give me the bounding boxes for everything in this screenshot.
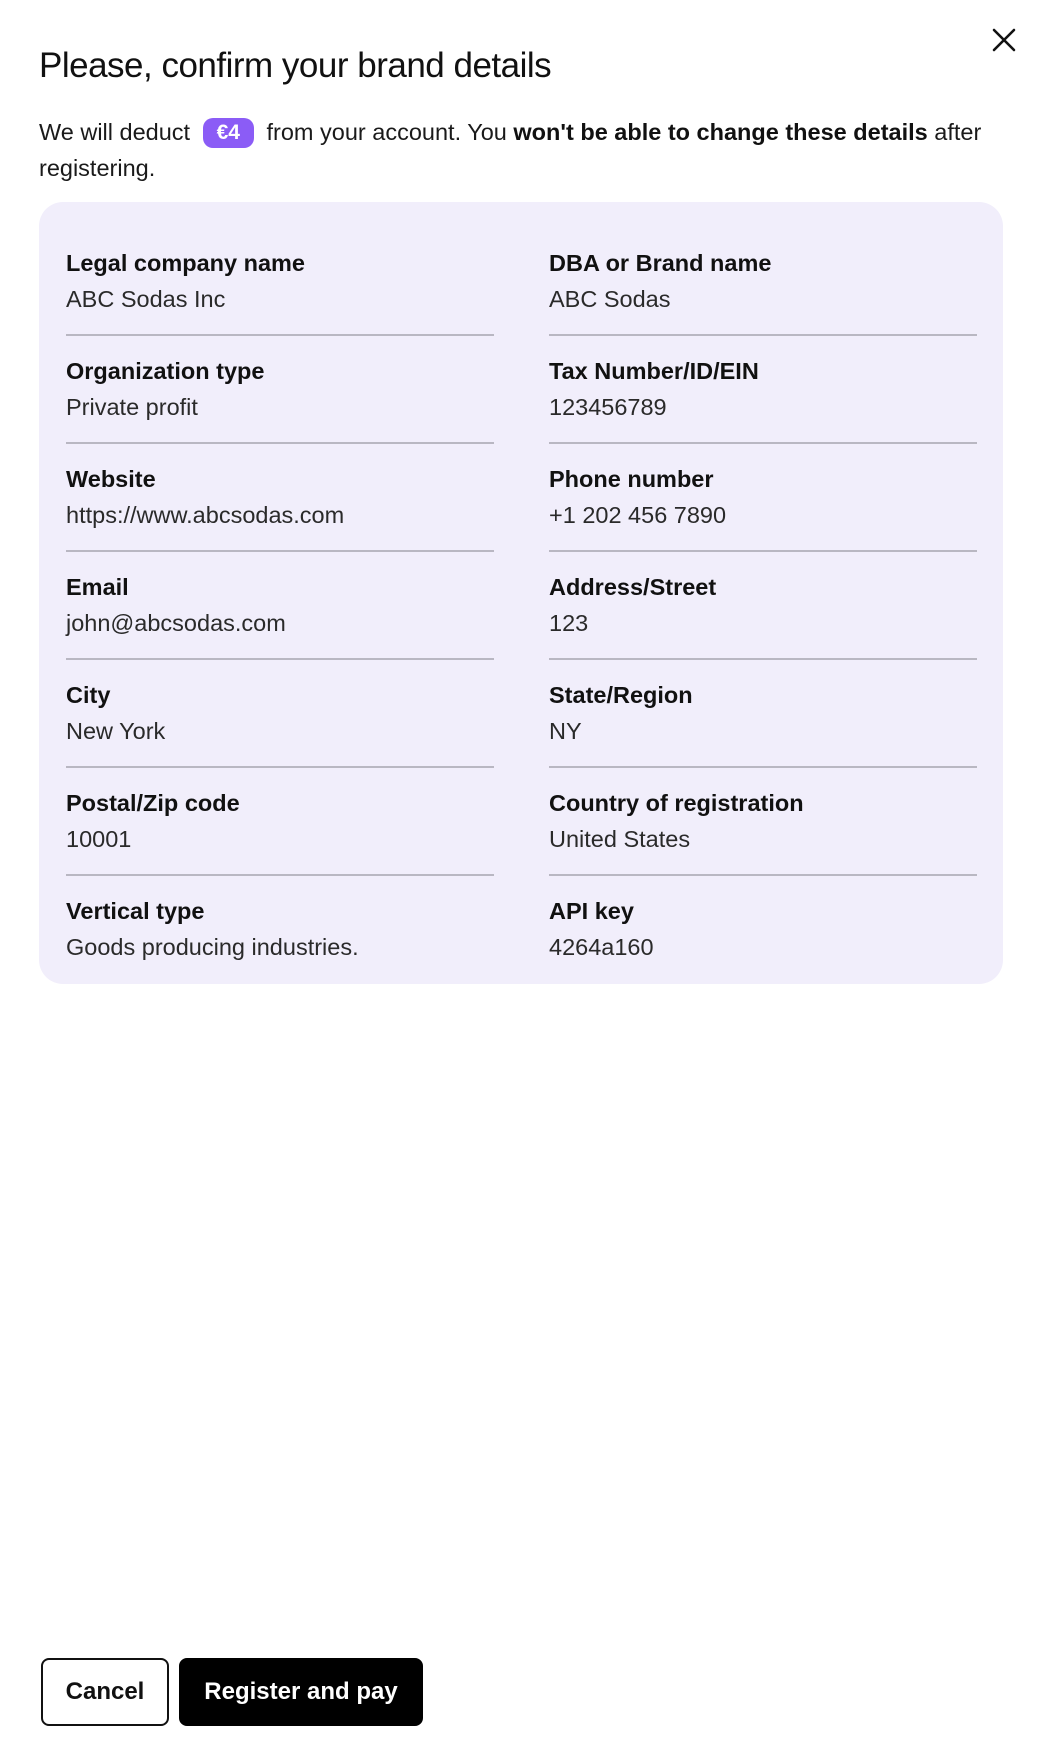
field-api-key bbox=[549, 896, 977, 1004]
field-label: Tax Number/ID/EIN bbox=[549, 358, 759, 384]
field-divider bbox=[66, 334, 494, 336]
field-label: API key bbox=[549, 898, 634, 924]
field-value: Goods producing industries. bbox=[66, 934, 359, 960]
field-value: ABC Sodas Inc bbox=[66, 286, 226, 312]
close-icon bbox=[988, 24, 1020, 56]
field-value: 123 bbox=[549, 610, 589, 636]
field-value: United States bbox=[549, 826, 691, 852]
field-vertical-type bbox=[66, 896, 494, 1004]
notice-text-end: after registering. bbox=[39, 119, 982, 181]
field-postal-zip-code bbox=[66, 788, 494, 896]
field-label: DBA or Brand name bbox=[549, 250, 772, 276]
field-country-of-registration bbox=[549, 788, 977, 896]
field-label: Legal company name bbox=[66, 250, 305, 276]
field-label: Postal/Zip code bbox=[66, 790, 240, 816]
field-label: Email bbox=[66, 574, 129, 600]
deduction-notice bbox=[39, 114, 999, 186]
close-button[interactable] bbox=[988, 24, 1020, 56]
field-divider bbox=[549, 334, 977, 336]
field-divider bbox=[549, 550, 977, 552]
field-label: Address/Street bbox=[549, 574, 717, 600]
field-divider bbox=[66, 442, 494, 444]
field-value: 10001 bbox=[66, 826, 132, 852]
field-value: Private profit bbox=[66, 394, 198, 420]
field-value: https://www.abcsodas.com bbox=[66, 502, 345, 528]
field-divider bbox=[66, 550, 494, 552]
field-label: State/Region bbox=[549, 682, 693, 708]
field-divider bbox=[549, 442, 977, 444]
field-divider bbox=[549, 766, 977, 768]
field-email bbox=[66, 572, 494, 680]
field-value: +1 202 456 7890 bbox=[549, 502, 727, 528]
field-divider bbox=[66, 766, 494, 768]
notice-text-start: We will deduct bbox=[39, 119, 191, 145]
field-state-region bbox=[549, 680, 977, 788]
field-website bbox=[66, 464, 494, 572]
dialog-title: Please, confirm your brand details bbox=[39, 46, 552, 85]
field-value: 123456789 bbox=[549, 394, 667, 420]
field-phone-number bbox=[549, 464, 977, 572]
notice-text-middle: from your account. You bbox=[266, 119, 507, 145]
field-divider bbox=[549, 658, 977, 660]
field-address-street bbox=[549, 572, 977, 680]
field-label: Website bbox=[66, 466, 156, 492]
field-divider bbox=[66, 658, 494, 660]
cancel-button[interactable]: Cancel bbox=[41, 1658, 169, 1726]
field-value: NY bbox=[549, 718, 582, 744]
field-value: john@abcsodas.com bbox=[66, 610, 286, 636]
field-label: Organization type bbox=[66, 358, 265, 384]
field-label: City bbox=[66, 682, 111, 708]
field-value: ABC Sodas bbox=[549, 286, 671, 312]
field-value: 4264a160 bbox=[549, 934, 654, 960]
brand-details-card bbox=[39, 202, 1003, 984]
field-legal-company-name bbox=[66, 248, 494, 356]
notice-warning: won't be able to change these details bbox=[513, 119, 928, 145]
field-value: New York bbox=[66, 718, 166, 744]
field-organization-type bbox=[66, 356, 494, 464]
price-badge: €4 bbox=[203, 118, 254, 148]
field-divider bbox=[549, 874, 977, 876]
field-label: Phone number bbox=[549, 466, 714, 492]
register-and-pay-button[interactable]: Register and pay bbox=[179, 1658, 423, 1726]
field-divider bbox=[66, 874, 494, 876]
field-label: Country of registration bbox=[549, 790, 804, 816]
field-city bbox=[66, 680, 494, 788]
field-tax-number bbox=[549, 356, 977, 464]
field-label: Vertical type bbox=[66, 898, 205, 924]
field-dba-brand-name bbox=[549, 248, 977, 356]
